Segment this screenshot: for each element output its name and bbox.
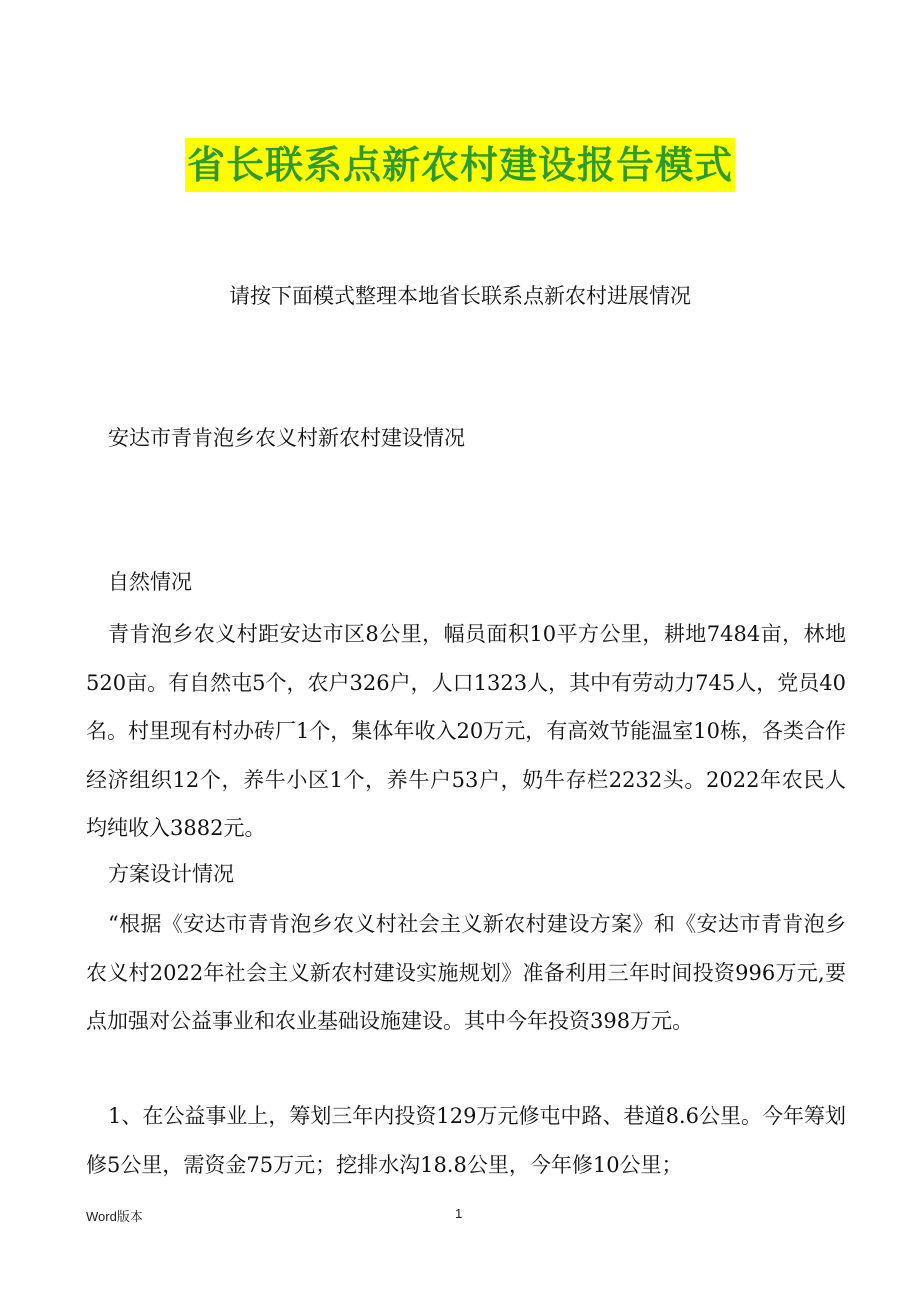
document-title: 省长联系点新农村建设报告模式: [185, 138, 735, 192]
natural-paragraph: 青肯泡乡农义村距安达市区8公里，幅员面积10平方公里，耕地7484亩，林地520亩。有自然屯5个，农户326户，人口1323人，其中有劳动力745人，党员40名。村里现有村办砖厂1个，集体年收入20万元，有高效节能温室10栋，各类合作经济组织12个，养牛小区1个，养牛户53户，奶牛存栏2232头。2022年农民人均纯收入3882元。: [86, 622, 846, 840]
section-heading-plan: 方案设计情况: [108, 862, 234, 886]
village-heading: 安达市青肯泡乡农义村新农村建设情况: [108, 426, 465, 450]
footer-page-number: 1: [455, 1206, 463, 1221]
item1-paragraph: 1、在公益事业上，筹划三年内投资129万元修屯中路、巷道8.6公里。今年筹划修5公里，需资金75万元；挖排水沟18.8公里，今年修10公里；: [86, 1104, 846, 1177]
title-container: [0, 138, 920, 192]
section-heading-natural: 自然情况: [108, 570, 192, 594]
footer-label: Word版本: [86, 1209, 143, 1224]
document-subtitle: 请按下面模式整理本地省长联系点新农村进展情况: [229, 284, 691, 308]
plan-paragraph: “根据《安达市青肯泡乡农义村社会主义新农村建设方案》和《安达市青肯泡乡农义村2022年社会主义新农村建设实施规划》准备利用三年时间投资996万元,要点加强对公益事业和农业基础设施建设。其中今年投资398万元。: [86, 912, 846, 1033]
